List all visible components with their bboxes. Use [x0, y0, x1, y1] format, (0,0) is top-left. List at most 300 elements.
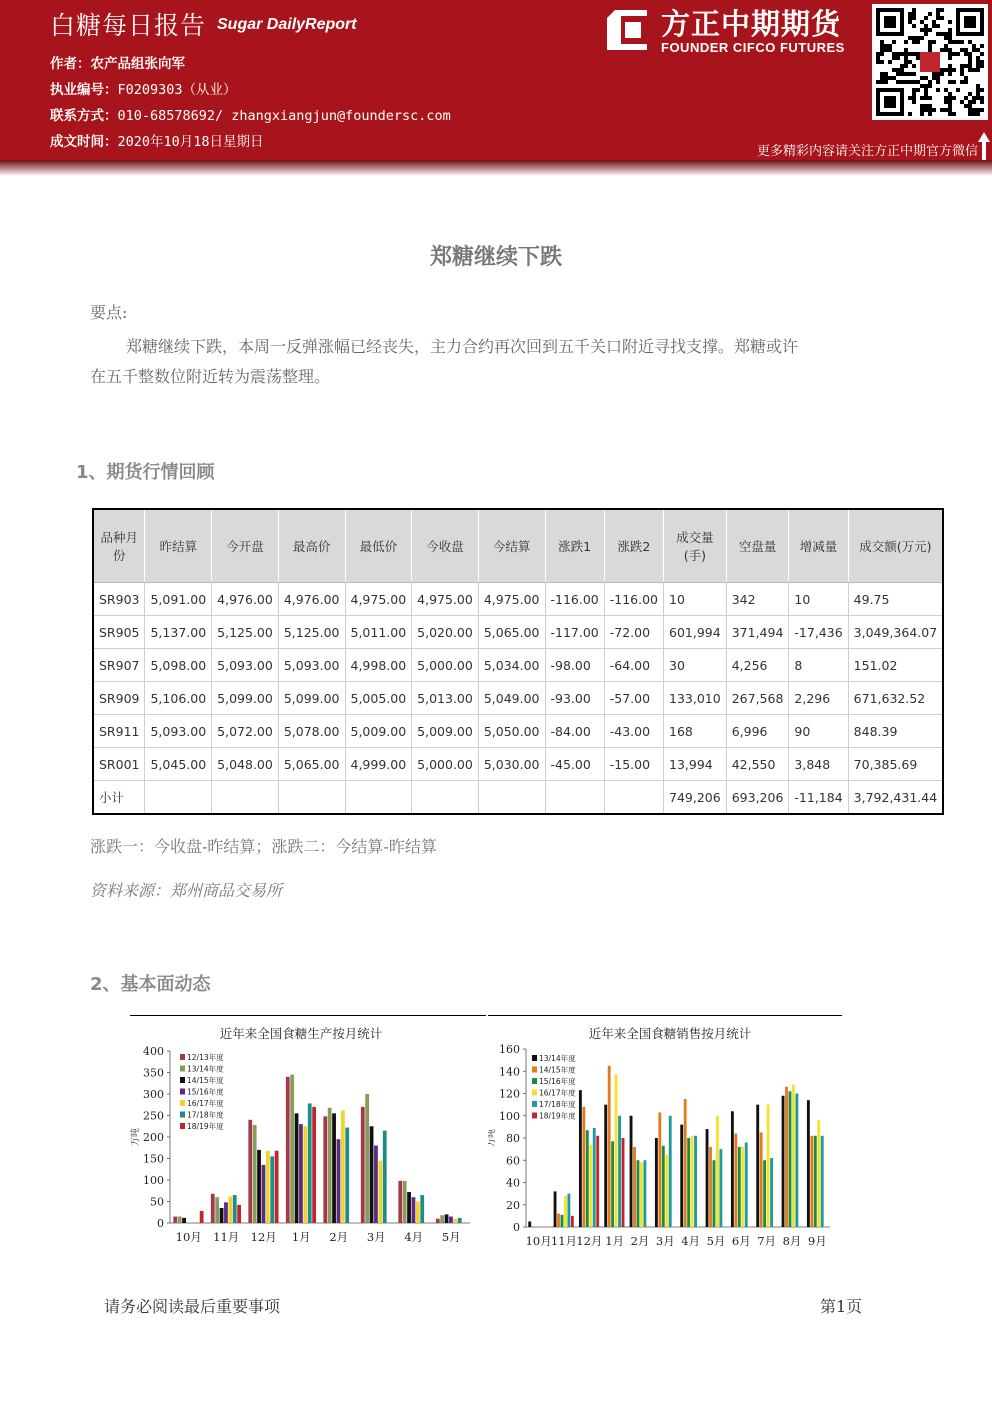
bar — [770, 1158, 773, 1227]
x-tick-label: 1月 — [291, 1230, 311, 1244]
x-tick-label: 2月 — [329, 1230, 349, 1244]
contact-line — [50, 104, 451, 124]
legend-label: 14/15年度 — [187, 1076, 224, 1085]
y-tick-label: 250 — [143, 1109, 164, 1123]
legend-swatch — [532, 1101, 537, 1107]
table-cell: SR909 — [93, 682, 145, 715]
bar — [763, 1160, 766, 1227]
bar — [557, 1214, 560, 1227]
table-cell — [478, 781, 545, 815]
x-tick-label: 8月 — [782, 1234, 802, 1248]
table-cell: 5,009.00 — [412, 715, 479, 748]
bar — [680, 1125, 683, 1227]
bar — [332, 1113, 336, 1223]
bar — [228, 1196, 232, 1223]
table-row — [93, 781, 943, 815]
table-cell: -43.00 — [604, 715, 663, 748]
bar — [561, 1215, 564, 1227]
table-cell: 42,550 — [726, 748, 789, 781]
legend-label: 15/16年度 — [539, 1077, 576, 1086]
founder-logo-icon — [603, 6, 651, 54]
table-cell: SR905 — [93, 616, 145, 649]
production-chart-panel — [130, 1015, 486, 1261]
y-tick-label: 300 — [143, 1088, 164, 1101]
table-cell: -117.00 — [545, 616, 604, 649]
bar — [738, 1147, 741, 1227]
table-cell: 5,091.00 — [145, 583, 212, 616]
legend-swatch — [180, 1077, 185, 1083]
bar — [611, 1141, 614, 1227]
table-cell: 848.39 — [848, 715, 943, 748]
x-tick-label: 4月 — [681, 1234, 701, 1248]
bar — [303, 1126, 307, 1223]
bar — [299, 1124, 303, 1223]
bar — [383, 1131, 387, 1223]
table-cell: 2,296 — [789, 682, 848, 715]
bar — [567, 1194, 570, 1227]
table-cell: -116.00 — [545, 583, 604, 616]
y-tick-label: 100 — [143, 1174, 164, 1187]
table-cell — [145, 781, 212, 815]
legend-label: 13/14年度 — [187, 1064, 224, 1074]
bar — [398, 1181, 402, 1223]
section-2-title: 2、基本面动态 — [90, 974, 211, 995]
y-tick-label: 0 — [513, 1221, 520, 1234]
column-header: 涨跌1 — [545, 509, 604, 583]
table-cell: 3,049,364.07 — [848, 616, 943, 649]
bar — [589, 1145, 592, 1227]
legend-swatch — [180, 1066, 185, 1072]
date-value: 2020年10月18日星期日 — [117, 134, 264, 150]
x-tick-label: 2月 — [630, 1234, 650, 1248]
table-cell: 5,034.00 — [478, 649, 545, 682]
table-cell: 13,994 — [664, 748, 727, 781]
bar — [416, 1202, 420, 1224]
bar — [215, 1197, 219, 1223]
table-cell: 4,976.00 — [212, 583, 279, 616]
bar — [630, 1116, 633, 1227]
table-cell: -93.00 — [545, 682, 604, 715]
table-cell: 4,975.00 — [345, 583, 412, 616]
table-cell — [412, 781, 479, 815]
column-header: 涨跌2 — [604, 509, 663, 583]
legend-swatch — [532, 1055, 537, 1061]
bar — [211, 1194, 215, 1223]
x-tick-label: 3月 — [366, 1230, 386, 1244]
bar — [807, 1100, 810, 1227]
table-cell: 601,994 — [664, 616, 727, 649]
table-cell: 5,125.00 — [278, 616, 345, 649]
table-cell: SR001 — [93, 748, 145, 781]
bar — [604, 1105, 607, 1227]
table-cell: 5,011.00 — [345, 616, 412, 649]
table-cell: 5,093.00 — [212, 649, 279, 682]
table-cell — [345, 781, 412, 815]
author-value: 农产品组张向军 — [90, 56, 185, 72]
column-header: 昨结算 — [145, 509, 212, 583]
table-cell: 4,976.00 — [278, 583, 345, 616]
bar — [286, 1077, 290, 1223]
table-cell: 4,998.00 — [345, 649, 412, 682]
x-tick-label: 11月 — [550, 1234, 578, 1248]
bar — [328, 1108, 332, 1223]
data-source-note: 资料来源：郑州商品交易所 — [90, 881, 283, 900]
author-line — [50, 52, 185, 72]
bar — [684, 1099, 687, 1227]
bar — [792, 1085, 795, 1227]
table-body — [93, 583, 943, 815]
bar — [687, 1138, 690, 1227]
column-header: 最高价 — [278, 509, 345, 583]
bar — [266, 1151, 270, 1223]
brand-name-cn: 方正中期期货 — [661, 7, 842, 41]
table-cell: 671,632.52 — [848, 682, 943, 715]
bar — [716, 1116, 719, 1227]
bar — [262, 1165, 266, 1223]
y-tick-label: 100 — [499, 1109, 520, 1123]
table-cell: 30 — [664, 649, 727, 682]
bar — [378, 1161, 382, 1223]
bar — [365, 1094, 369, 1223]
bar — [237, 1205, 241, 1223]
table-cell: -72.00 — [604, 616, 663, 649]
bar — [270, 1156, 274, 1223]
header-shadow-bar — [0, 160, 992, 176]
bar — [782, 1096, 785, 1227]
contact-label: 联系方式： — [50, 108, 118, 124]
report-title: 白糖每日报告 — [50, 11, 207, 40]
bar — [665, 1155, 668, 1227]
table-cell: 4,999.00 — [345, 748, 412, 781]
sales-chart — [488, 1016, 842, 1261]
column-header: 品种月份 — [93, 509, 145, 583]
bar — [257, 1150, 261, 1223]
brand-name-en: FOUNDER CIFCO FUTURES — [661, 40, 845, 55]
legend-label: 18/19年度 — [539, 1111, 576, 1121]
bar — [713, 1160, 716, 1227]
legend-swatch — [180, 1123, 185, 1129]
legend-swatch — [180, 1089, 185, 1095]
bar — [458, 1218, 462, 1223]
bar — [224, 1202, 228, 1223]
y-tick-label: 160 — [499, 1043, 520, 1056]
bar — [200, 1211, 204, 1223]
table-cell: 5,098.00 — [145, 649, 212, 682]
bar — [669, 1116, 672, 1227]
table-cell — [212, 781, 279, 815]
legend-label: 17/18年度 — [187, 1110, 224, 1120]
table-cell: 5,093.00 — [278, 649, 345, 682]
table-row — [93, 616, 943, 649]
bar — [586, 1130, 589, 1227]
table-cell: -15.00 — [604, 748, 663, 781]
bar — [403, 1181, 407, 1223]
qr-code-icon[interactable] — [872, 4, 988, 120]
legend-label: 15/16年度 — [187, 1087, 224, 1097]
table-cell: SR911 — [93, 715, 145, 748]
table-cell: SR907 — [93, 649, 145, 682]
bar — [233, 1195, 237, 1223]
y-tick-label: 80 — [506, 1132, 520, 1145]
bar — [734, 1134, 737, 1227]
bar — [637, 1160, 640, 1227]
report-header — [0, 0, 992, 160]
table-header-row — [93, 509, 943, 583]
table-cell: 10 — [664, 583, 727, 616]
bar — [374, 1146, 378, 1223]
table-cell: 5,125.00 — [212, 616, 279, 649]
table-cell: 5,020.00 — [412, 616, 479, 649]
table-cell: 5,005.00 — [345, 682, 412, 715]
bar — [361, 1107, 365, 1223]
bar — [662, 1146, 665, 1227]
table-cell: 749,206 — [664, 781, 727, 815]
legend-label: 12/13年度 — [187, 1053, 224, 1062]
table-cell: 168 — [664, 715, 727, 748]
table-cell: -11,184 — [789, 781, 848, 815]
bar — [706, 1129, 709, 1227]
bar — [178, 1217, 182, 1223]
legend-label: 18/19年度 — [187, 1122, 224, 1131]
arrow-up-icon — [978, 132, 990, 160]
table-cell: -64.00 — [604, 649, 663, 682]
bar — [640, 1162, 643, 1227]
x-tick-label: 5月 — [706, 1234, 726, 1248]
table-cell: 5,045.00 — [145, 748, 212, 781]
bar — [275, 1151, 279, 1223]
x-tick-label: 10月 — [175, 1230, 202, 1244]
bar — [370, 1126, 374, 1223]
legend-swatch — [532, 1078, 537, 1084]
bar — [694, 1136, 697, 1227]
table-cell: 3,792,431.44 — [848, 781, 943, 815]
y-tick-label: 400 — [143, 1045, 164, 1058]
table-cell: 5,048.00 — [212, 748, 279, 781]
table-cell: 5,030.00 — [478, 748, 545, 781]
table-cell: 693,206 — [726, 781, 789, 815]
y-axis-label: 万吨 — [488, 1128, 497, 1148]
table-cell: 5,137.00 — [145, 616, 212, 649]
bar — [756, 1105, 759, 1227]
document-title: 郑糖继续下跌 — [429, 245, 562, 270]
bar — [445, 1214, 449, 1223]
table-cell: 4,975.00 — [412, 583, 479, 616]
table-cell: 5,065.00 — [278, 748, 345, 781]
table-row — [93, 748, 943, 781]
legend-swatch — [532, 1113, 537, 1119]
table-cell: 5,065.00 — [478, 616, 545, 649]
key-points-line-2: 在五千整数位附近转为震荡整理。 — [90, 367, 331, 386]
bar — [821, 1136, 824, 1227]
column-header: 空盘量 — [726, 509, 789, 583]
contact-value[interactable]: 010-68578692/ zhangxiangjun@foundersc.com — [117, 108, 451, 124]
bar — [312, 1107, 316, 1223]
x-tick-label: 10月 — [525, 1234, 552, 1248]
report-subtitle: Sugar DailyReport — [217, 16, 357, 33]
table-row — [93, 715, 943, 748]
legend-swatch — [180, 1054, 185, 1060]
bar — [596, 1136, 599, 1227]
table-cell: 342 — [726, 583, 789, 616]
bar — [633, 1147, 636, 1227]
bar — [579, 1090, 582, 1227]
column-header: 增减量 — [789, 509, 848, 583]
y-tick-label: 150 — [143, 1152, 164, 1166]
bar — [745, 1142, 748, 1227]
table-cell: -116.00 — [604, 583, 663, 616]
bar — [615, 1075, 618, 1227]
table-cell: 小计 — [93, 781, 145, 815]
sales-chart-panel — [488, 1015, 842, 1261]
x-tick-label: 7月 — [757, 1234, 777, 1248]
legend-swatch — [180, 1100, 185, 1106]
table-cell: -45.00 — [545, 748, 604, 781]
table-cell: 5,106.00 — [145, 682, 212, 715]
bar — [719, 1149, 722, 1227]
bar — [253, 1125, 257, 1223]
y-tick-label: 350 — [143, 1066, 164, 1080]
legend-label: 16/17年度 — [539, 1088, 576, 1098]
table-cell: SR903 — [93, 583, 145, 616]
table-cell: 5,009.00 — [345, 715, 412, 748]
table-cell: 4,256 — [726, 649, 789, 682]
bar — [741, 1147, 744, 1227]
y-tick-label: 50 — [150, 1195, 164, 1209]
bar — [810, 1136, 813, 1227]
key-points-label: 要点: — [90, 303, 128, 322]
bar — [608, 1066, 611, 1227]
table-cell: 5,093.00 — [145, 715, 212, 748]
bar — [658, 1112, 661, 1227]
y-tick-label: 0 — [157, 1217, 164, 1230]
table-cell: 267,568 — [726, 682, 789, 715]
bar — [420, 1195, 424, 1223]
table-cell — [545, 781, 604, 815]
bar — [691, 1136, 694, 1227]
bar — [341, 1110, 345, 1223]
y-axis-label: 万吨 — [131, 1127, 141, 1147]
table-row — [93, 682, 943, 715]
bar — [554, 1191, 557, 1227]
date-line — [50, 130, 264, 150]
bar — [345, 1128, 349, 1223]
bar — [814, 1136, 817, 1227]
futures-quote-table — [92, 508, 944, 815]
x-tick-label: 5月 — [441, 1230, 461, 1244]
bar — [412, 1197, 416, 1223]
y-tick-label: 120 — [499, 1087, 520, 1101]
table-cell: 371,494 — [726, 616, 789, 649]
bar — [789, 1091, 792, 1227]
x-tick-label: 9月 — [807, 1234, 827, 1248]
bar — [709, 1147, 712, 1227]
table-cell — [604, 781, 663, 815]
x-tick-label: 12月 — [576, 1234, 603, 1248]
column-header: 成交额(万元) — [848, 509, 943, 583]
legend-label: 14/15年度 — [539, 1065, 576, 1075]
bar — [453, 1219, 457, 1223]
legend-label: 17/18年度 — [539, 1100, 576, 1109]
follow-wechat-text: 更多精彩内容请关注方正中期官方微信 — [756, 144, 978, 159]
x-tick-label: 3月 — [655, 1234, 675, 1248]
bar — [436, 1219, 440, 1223]
table-cell: 5,000.00 — [412, 748, 479, 781]
chart-title: 近年来全国食糖销售按月统计 — [588, 1026, 752, 1041]
bar — [248, 1120, 252, 1223]
table-row — [93, 649, 943, 682]
footer-disclaimer: 请务必阅读最后重要事项 — [104, 1297, 281, 1316]
table-cell: 5,050.00 — [478, 715, 545, 748]
bar — [618, 1116, 621, 1227]
table-cell: 151.02 — [848, 649, 943, 682]
x-tick-label: 1月 — [605, 1234, 625, 1248]
y-tick-label: 140 — [499, 1065, 520, 1079]
table-cell — [278, 781, 345, 815]
table-cell: 4,975.00 — [478, 583, 545, 616]
bar — [643, 1160, 646, 1227]
bar — [767, 1105, 770, 1227]
table-cell: 5,099.00 — [278, 682, 345, 715]
bar — [785, 1087, 788, 1227]
table-cell: 49.75 — [848, 583, 943, 616]
legend-swatch — [532, 1090, 537, 1096]
table-cell: 5,049.00 — [478, 682, 545, 715]
x-tick-label: 6月 — [731, 1234, 751, 1248]
table-cell: 70,385.69 — [848, 748, 943, 781]
bar — [655, 1138, 658, 1227]
y-tick-label: 20 — [506, 1198, 520, 1212]
bar — [564, 1196, 567, 1227]
table-cell: 5,000.00 — [412, 649, 479, 682]
bar — [593, 1128, 596, 1227]
table-cell: -84.00 — [545, 715, 604, 748]
table-cell: 90 — [789, 715, 848, 748]
y-tick-label: 40 — [506, 1176, 520, 1190]
table-cell: 133,010 — [664, 682, 727, 715]
bar — [528, 1221, 531, 1227]
bar — [622, 1138, 625, 1227]
table-cell: -57.00 — [604, 682, 663, 715]
table-cell: 6,996 — [726, 715, 789, 748]
table-cell: 5,078.00 — [278, 715, 345, 748]
author-label: 作者： — [50, 56, 91, 72]
x-tick-label: 12月 — [250, 1230, 277, 1244]
table-cell: 10 — [789, 583, 848, 616]
bar — [760, 1132, 763, 1227]
column-header: 今开盘 — [212, 509, 279, 583]
page-number: 第1页 — [820, 1297, 863, 1316]
production-chart — [130, 1016, 486, 1261]
table-cell: 3,848 — [789, 748, 848, 781]
column-header: 今收盘 — [412, 509, 479, 583]
bar — [440, 1215, 444, 1223]
legend-label: 13/14年度 — [539, 1054, 576, 1063]
change-definition-note: 涨跌一：今收盘-昨结算；涨跌二：今结算-昨结算 — [90, 837, 437, 856]
table-cell: 8 — [789, 649, 848, 682]
bar — [449, 1217, 453, 1223]
key-points-line-1: 郑糖继续下跌，本周一反弹涨幅已经丧失，主力合约再次回到五千关口附近寻找支撑。郑糖或许 — [126, 337, 799, 356]
bar — [308, 1103, 312, 1223]
bar — [795, 1094, 798, 1228]
bar — [571, 1216, 574, 1227]
bar — [731, 1111, 734, 1227]
bar — [582, 1107, 585, 1227]
bar — [173, 1217, 177, 1223]
bar — [295, 1113, 299, 1223]
bar — [323, 1116, 327, 1223]
legend-swatch — [180, 1112, 185, 1118]
legend-swatch — [532, 1067, 537, 1073]
